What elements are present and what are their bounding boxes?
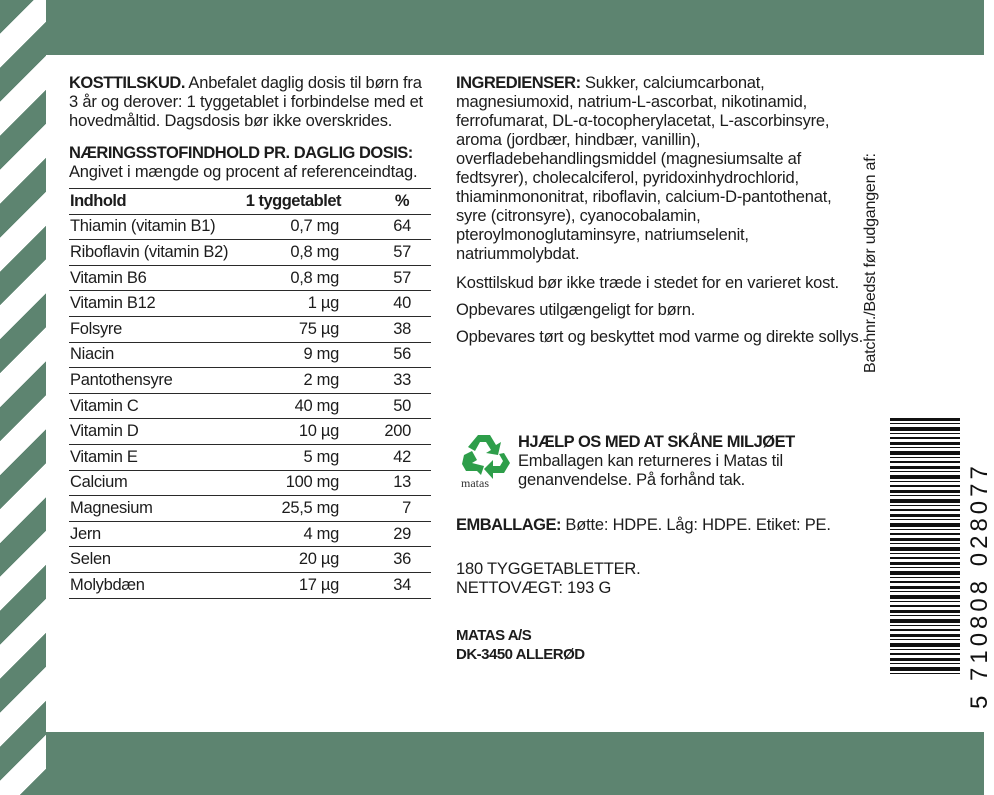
nutrient-name: Thiamin (vitamin B1) [69, 214, 245, 240]
nutrition-table [69, 188, 431, 599]
nutrient-name: Vitamin E [69, 444, 245, 470]
supplement-text: Anbefalet daglig dosis til børn fra 3 år og derover: 1 tyggetablet i forbindelse med et hovedmåltid. Dagsdosis bør ikke overskrides. [69, 74, 423, 130]
supplement-paragraph [69, 74, 434, 131]
barcode-digits: 5 710808 028077 [966, 462, 993, 709]
nutrient-name: Calcium [69, 470, 245, 496]
nutrient-percent: 42 [341, 444, 431, 470]
nutrient-percent: 38 [341, 316, 431, 342]
batch-label: Batchnr./Bedst før udgangen af: [862, 153, 879, 373]
table-row [69, 316, 431, 342]
nutrient-name: Niacin [69, 342, 245, 368]
nutrient-amount: 40 mg [245, 393, 341, 419]
nutrition-title: NÆRINGSSTOFINDHOLD PR. DAGLIG DOSIS: [69, 144, 413, 162]
nutrient-percent: 50 [341, 393, 431, 419]
nutrient-percent: 34 [341, 572, 431, 598]
nutrient-percent: 36 [341, 547, 431, 573]
table-row [69, 470, 431, 496]
table-header-row [69, 189, 431, 215]
nutrient-amount: 2 mg [245, 368, 341, 394]
table-row [69, 342, 431, 368]
nutrition-subtitle: Angivet i mængde og procent af referenceindtag. [69, 163, 418, 181]
net-weight: NETTOVÆGT: 193 G [456, 579, 612, 597]
packaging-title: EMBALLAGE: [456, 516, 561, 534]
tablet-count: 180 TYGGETABLETTER. [456, 560, 641, 578]
nutrient-name: Molybdæn [69, 572, 245, 598]
nutrient-percent: 33 [341, 368, 431, 394]
packaging-line [456, 516, 831, 535]
nutrient-percent: 57 [341, 240, 431, 266]
table-row [69, 419, 431, 445]
nutrient-amount: 9 mg [245, 342, 341, 368]
ingredients-title: INGREDIENSER: [456, 74, 581, 92]
bottom-band [0, 732, 984, 795]
nutrient-percent: 200 [341, 419, 431, 445]
nutrient-amount: 0,7 mg [245, 214, 341, 240]
nutrient-amount: 100 mg [245, 470, 341, 496]
diagonal-stripes [0, 0, 46, 795]
nutrient-name: Magnesium [69, 496, 245, 522]
table-row [69, 368, 431, 394]
matas-logo-label: matas [461, 476, 489, 490]
nutrient-percent: 57 [341, 265, 431, 291]
table-row [69, 521, 431, 547]
table-row [69, 393, 431, 419]
nutrient-amount: 75 µg [245, 316, 341, 342]
ingredients-text: Sukker, calciumcarbonat, magnesiumoxid, natrium-L-ascorbat, nikotinamid, ferrofumarat, DL-α-tocopherylacetat, L-ascorbinsyre, aroma (jordbær, hindbær, vanillin), overfladebehandlingsmiddel (magnesiumsalte af fedtsyrer), cholecalciferol, pyridoxinhydrochlorid, thiaminmononitrat, riboflavin, calcium-D-pantothenat, syre (citronsyre), cyanocobalamin, pteroylmonoglutaminsyre, natriumselenit, natriummolybdat. [456, 74, 832, 263]
nutrient-amount: 17 µg [245, 572, 341, 598]
nutrient-amount: 1 µg [245, 291, 341, 317]
nutrient-name: Pantothensyre [69, 368, 245, 394]
company-name: MATAS A/S [456, 627, 532, 644]
header-content: Indhold [69, 189, 245, 215]
table-row [69, 547, 431, 573]
nutrient-percent: 7 [341, 496, 431, 522]
nutrient-amount: 10 µg [245, 419, 341, 445]
nutrient-name: Vitamin D [69, 419, 245, 445]
note-storage: Opbevares tørt og beskyttet mod varme og direkte sollys. [456, 328, 863, 346]
table-row [69, 240, 431, 266]
company-block [456, 626, 585, 664]
nutrient-amount: 0,8 mg [245, 265, 341, 291]
table-row [69, 572, 431, 598]
nutrient-percent: 40 [341, 291, 431, 317]
nutrient-name: Vitamin C [69, 393, 245, 419]
contents-block [456, 560, 640, 598]
packaging-text: Bøtte: HDPE. Låg: HDPE. Etiket: PE. [565, 516, 831, 534]
nutrition-table-body [69, 214, 431, 598]
nutrient-name: Selen [69, 547, 245, 573]
nutrient-amount: 0,8 mg [245, 240, 341, 266]
nutrient-percent: 29 [341, 521, 431, 547]
company-address: DK-3450 ALLERØD [456, 646, 585, 663]
table-row [69, 496, 431, 522]
header-percent: % [341, 189, 431, 215]
top-band [0, 0, 984, 55]
recycle-title: HJÆLP OS MED AT SKÅNE MILJØET [518, 433, 795, 451]
recycle-text: Emballagen kan returneres i Matas til genanvendelse. På forhånd tak. [518, 452, 783, 489]
table-row [69, 444, 431, 470]
recycle-message [518, 433, 868, 490]
barcode-bars [890, 418, 960, 676]
nutrient-name: Folsyre [69, 316, 245, 342]
nutrient-name: Vitamin B12 [69, 291, 245, 317]
nutrient-amount: 5 mg [245, 444, 341, 470]
nutrient-amount: 4 mg [245, 521, 341, 547]
note-diet: Kosttilskud bør ikke træde i stedet for en varieret kost. [456, 274, 839, 292]
nutrient-percent: 56 [341, 342, 431, 368]
nutrient-amount: 25,5 mg [245, 496, 341, 522]
table-row [69, 265, 431, 291]
table-row [69, 291, 431, 317]
left-column [69, 74, 434, 599]
middle-column [456, 74, 866, 347]
note-children: Opbevares utilgængeligt for børn. [456, 301, 696, 319]
nutrient-name: Vitamin B6 [69, 265, 245, 291]
nutrient-name: Riboflavin (vitamin B2) [69, 240, 245, 266]
nutrient-percent: 13 [341, 470, 431, 496]
nutrient-name: Jern [69, 521, 245, 547]
supplement-title: KOSTTILSKUD. [69, 74, 185, 92]
nutrient-percent: 64 [341, 214, 431, 240]
header-amount: 1 tyggetablet [245, 189, 341, 215]
table-row [69, 214, 431, 240]
ingredients-paragraph [456, 74, 866, 264]
nutrient-amount: 20 µg [245, 547, 341, 573]
